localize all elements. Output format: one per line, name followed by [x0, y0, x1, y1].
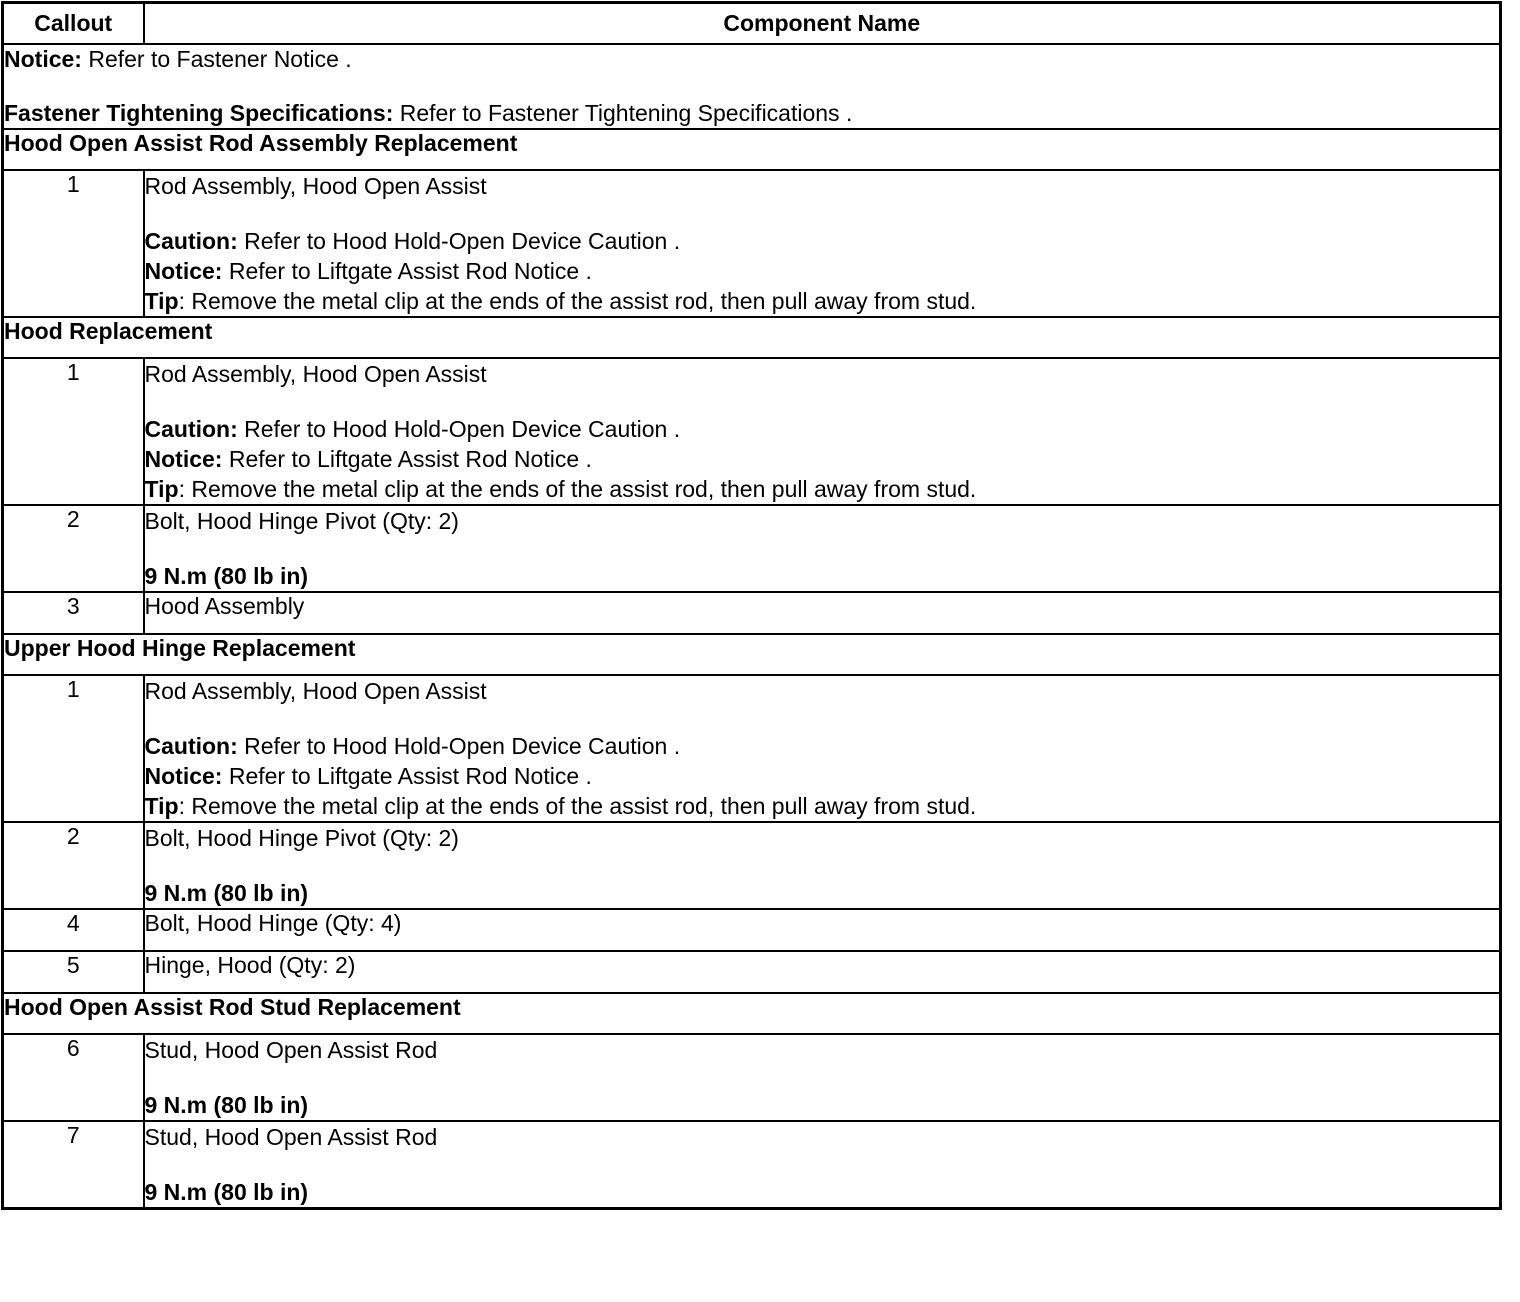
table-row [3, 1034, 1501, 1121]
component-name: Bolt, Hood Hinge Pivot (Qty: 2) [144, 508, 459, 534]
notice-label: Notice: [144, 446, 223, 472]
torque-spec: 9 N.m (80 lb in) [144, 563, 309, 589]
table-header-row [3, 3, 1501, 45]
section-title: Hood Open Assist Rod Stud Replacement [3, 993, 1501, 1034]
component-cell [144, 170, 1501, 317]
tip-text: : Remove the metal clip at the ends of the assist rod, then pull away from stud. [178, 476, 977, 502]
notice-text: Refer to Fastener Notice . [81, 46, 352, 72]
component-cell [144, 358, 1501, 505]
component-name: Stud, Hood Open Assist Rod [144, 1124, 438, 1150]
notice-text: Refer to Liftgate Assist Rod Notice . [222, 763, 592, 789]
callout-number: 3 [3, 592, 144, 634]
component-name: Hinge, Hood (Qty: 2) [144, 951, 1501, 993]
table-row [3, 675, 1501, 822]
section-row [3, 317, 1501, 358]
section-title: Upper Hood Hinge Replacement [3, 634, 1501, 675]
tip-label: Tip [144, 288, 179, 314]
component-name: Rod Assembly, Hood Open Assist [144, 173, 487, 199]
table-row [3, 170, 1501, 317]
callout-number: 6 [3, 1034, 144, 1121]
notice-label: Notice: [4, 46, 82, 72]
table-row [3, 505, 1501, 592]
section-row [3, 129, 1501, 170]
torque-spec: 9 N.m (80 lb in) [144, 880, 309, 906]
callout-number: 1 [3, 675, 144, 822]
caution-text: Refer to Hood Hold-Open Device Caution . [237, 416, 681, 442]
callout-number: 2 [3, 505, 144, 592]
component-name: Rod Assembly, Hood Open Assist [144, 678, 487, 704]
tip-label: Tip [144, 476, 179, 502]
caution-text: Refer to Hood Hold-Open Device Caution . [237, 228, 681, 254]
component-header: Component Name [144, 3, 1501, 45]
notice-label: Notice: [144, 258, 223, 284]
table-row [3, 951, 1501, 993]
component-cell [144, 1034, 1501, 1121]
general-row [3, 44, 1501, 129]
component-name: Hood Assembly [144, 592, 1501, 634]
caution-label: Caution: [144, 228, 238, 254]
callout-header: Callout [3, 3, 144, 45]
notice-text: Refer to Liftgate Assist Rod Notice . [222, 258, 592, 284]
table-row [3, 1121, 1501, 1209]
component-cell [144, 675, 1501, 822]
torque-spec: 9 N.m (80 lb in) [144, 1179, 309, 1205]
caution-text: Refer to Hood Hold-Open Device Caution . [237, 733, 681, 759]
component-cell [144, 822, 1501, 909]
component-table [1, 1, 1502, 1210]
callout-number: 1 [3, 358, 144, 505]
callout-number: 7 [3, 1121, 144, 1209]
table-row [3, 358, 1501, 505]
callout-number: 1 [3, 170, 144, 317]
caution-label: Caution: [144, 416, 238, 442]
section-row [3, 993, 1501, 1034]
callout-number: 5 [3, 951, 144, 993]
component-name: Rod Assembly, Hood Open Assist [144, 361, 487, 387]
component-cell [144, 505, 1501, 592]
tip-text: : Remove the metal clip at the ends of the assist rod, then pull away from stud. [178, 288, 977, 314]
spec-text: Refer to Fastener Tightening Specifications . [393, 100, 853, 126]
component-cell [144, 1121, 1501, 1209]
tip-text: : Remove the metal clip at the ends of the assist rod, then pull away from stud. [178, 793, 977, 819]
notice-label: Notice: [144, 763, 223, 789]
component-name: Bolt, Hood Hinge Pivot (Qty: 2) [144, 825, 459, 851]
table-row [3, 592, 1501, 634]
notice-text: Refer to Liftgate Assist Rod Notice . [222, 446, 592, 472]
caution-label: Caution: [144, 733, 238, 759]
table-row [3, 909, 1501, 951]
section-title: Hood Replacement [3, 317, 1501, 358]
component-name: Bolt, Hood Hinge (Qty: 4) [144, 909, 1501, 951]
general-notes [3, 44, 1501, 129]
section-title: Hood Open Assist Rod Assembly Replacement [3, 129, 1501, 170]
torque-spec: 9 N.m (80 lb in) [144, 1092, 309, 1118]
component-name: Stud, Hood Open Assist Rod [144, 1037, 438, 1063]
section-row [3, 634, 1501, 675]
table-row [3, 822, 1501, 909]
spec-label: Fastener Tightening Specifications: [4, 100, 394, 126]
callout-number: 4 [3, 909, 144, 951]
callout-number: 2 [3, 822, 144, 909]
tip-label: Tip [144, 793, 179, 819]
